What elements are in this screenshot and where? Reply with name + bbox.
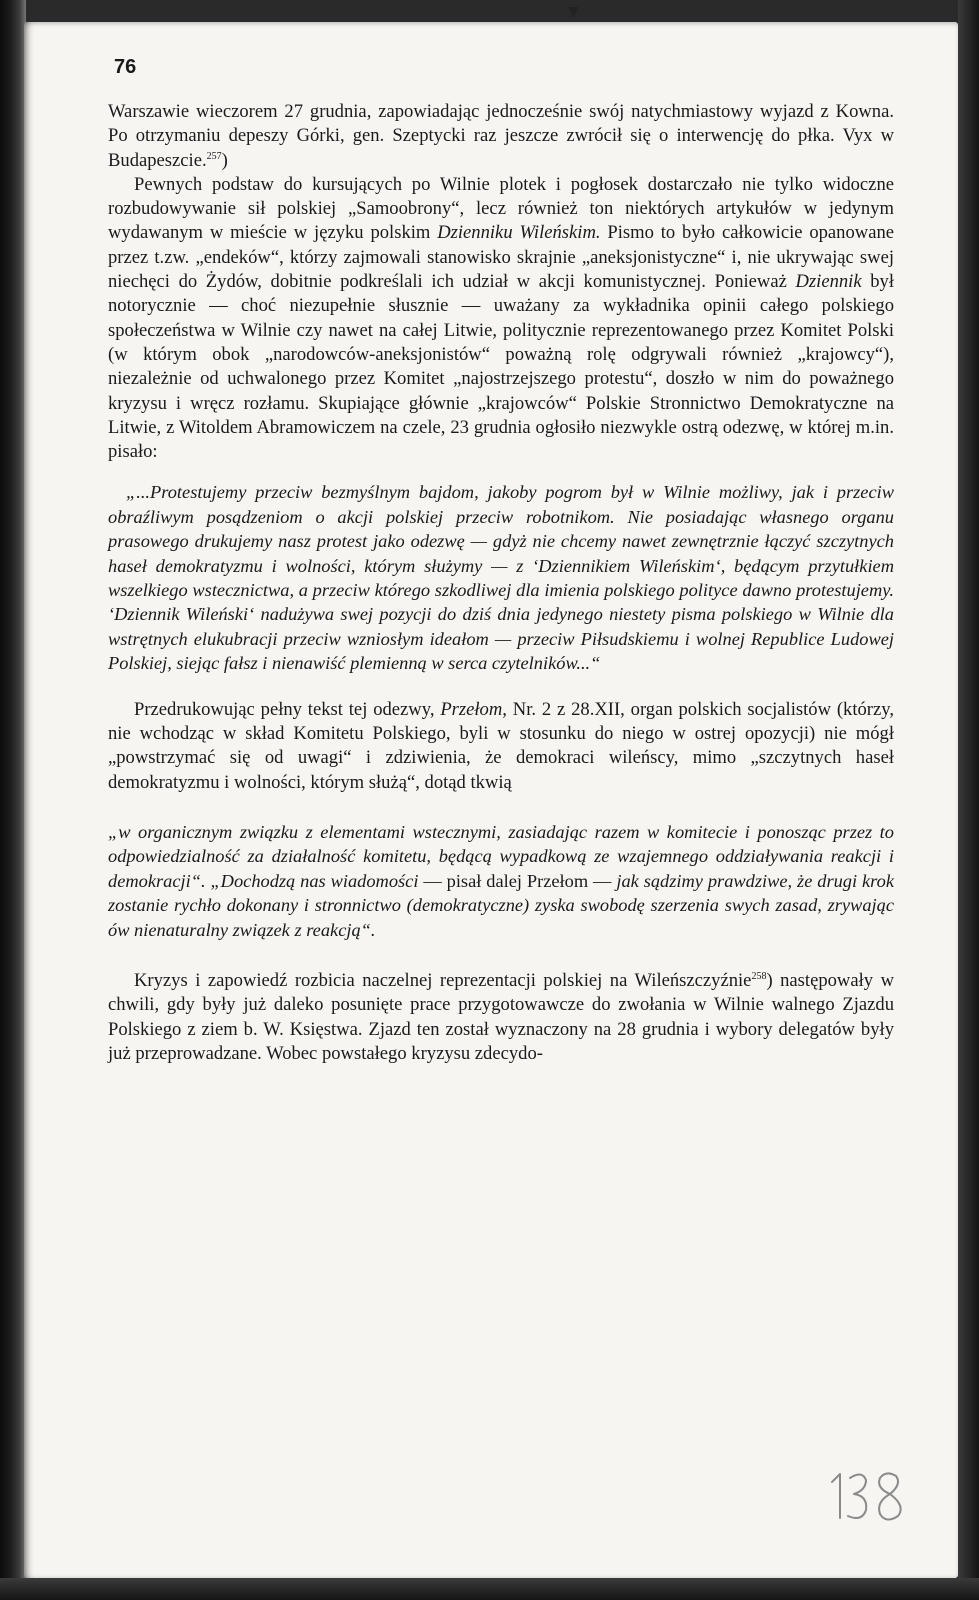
newspaper-title-dziennik: Dziennik	[795, 271, 862, 293]
paragraph-3	[108, 698, 894, 795]
page-body	[108, 100, 894, 1066]
footnote-ref-258: 258	[751, 970, 767, 982]
paragraph-2-text-a: Pewnych podstaw do kursujących po Wilnie plotek i pogłosek dostarczało nie tylko widoczne rozbudowywanie sił polskiej „Samoobrony“, lecz również ton niektórych artykułów w jedynym wydawanym w mieście w języku polskim	[108, 173, 894, 244]
spacer	[108, 795, 894, 820]
newspaper-title-przelom: Przełom,	[440, 698, 507, 720]
paragraph-3-text-b: Nr. 2 z 28.XII, organ polskich socjalistów (którzy, nie wchodząc w skład Komitetu Polskiego, byli w stosunku do niego w ostrej opozycji) nie mógł „powstrzymać się od uwagi“ i zdziwienia, że demokraci wileńscy, mimo „szczytnych haseł demokratyzmu i wolności, którym służą“, dotąd tkwią	[108, 698, 894, 793]
scan-edge-right	[958, 0, 979, 1600]
handwritten-page-number	[826, 1466, 916, 1526]
block-quote-2	[108, 820, 894, 942]
paragraph-1	[108, 100, 894, 173]
paragraph-4-text-b: ) następowały w chwili, gdy były już daleko posunięte prace przygotowawcze do zwołania w Wilnie walnego Zjazdu Polskiego z ziem b. W. Księstwa. Zjazd ten został wyznaczony na 28 grudnia i wybory delegatów były już przeprowadzane. Wobec powstałego kryzysu zdecydo-	[108, 969, 894, 1064]
paragraph-1-close: )	[221, 149, 228, 171]
footnote-ref-257: 257	[206, 150, 222, 162]
paragraph-4	[108, 969, 894, 1066]
newspaper-title-dziennik-wilenski: Dzienniku Wileńskim.	[437, 222, 601, 244]
block-quote-2-attribution: — pisał dalej Przełom —	[418, 870, 617, 891]
spacer	[108, 676, 894, 698]
paragraph-1-text: Warszawie wieczorem 27 grudnia, zapowiadając jednocześnie swój natychmiastowy wyjazd z Kowna. Po otrzymaniu depeszy Górki, gen. Szeptycki raz jeszcze zwrócił się o interwencję do płka. Vyx w Budapeszcie.	[108, 101, 894, 171]
book-spine	[0, 0, 26, 1600]
spacer	[108, 942, 894, 969]
page-number: 76	[114, 56, 137, 78]
block-quote-2-text-a: „w organicznym związku z elementami wstecznymi, zasiadając razem w komitecie i ponosząc przez to odpowiedzialność za działalność komitetu, będącą wypadkową ze wzajemnego oddziaływania reakcji i demokracji“. „Dochodzą nas wiadomości	[108, 821, 894, 891]
paragraph-4-text-a: Kryzys i zapowiedź rozbicia naczelnej reprezentacji polskiej na Wileńszczyźnie	[134, 969, 752, 991]
block-quote-1: „...Protestujemy przeciw bezmyślnym bajdom, jakoby pogrom był w Wilnie możliwy, jak i przeciw obraźliwym posądzeniom o akcji polskiej przeciw robotnikom. Nie posiadając własnego organu prasowego drukujemy nasz protest jako odezwę — gdyż nie chcemy nawet zewnętrznie łączyć szczytnych haseł demokratyzmu i wolności, którym służymy — z ‘Dziennikiem Wileńskim‘, będącym przytułkiem wszelkiego wstecznictwa, a przeciw którego szkodliwej dla imienia polskiego polityce dawno protestujemy. ‘Dziennik Wileński‘ nadużywa swej pozycji do dziś dnia jedynego niestety pisma polskiego w Wilnie dla wstrętnych elukubracji przeciw wzniosłym ideałom — przeciw Piłsudskiemu i wolnej Republice Ludowej Polskiej, siejąc fałsz i nienawiść plemienną w serca czytelników...“	[108, 482, 894, 674]
paragraph-3-text-a: Przedrukowując pełny tekst tej odezwy,	[134, 698, 441, 720]
spacer	[108, 464, 894, 480]
scan-edge-bottom	[0, 1578, 979, 1600]
paragraph-2-text-c: był notorycznie — choć niezupełnie słusznie — uważany za wykładnika opinii całego polskiego społeczeństwa w Wilnie czy nawet na całej Litwie, politycznie reprezentowanego przez Komitet Polski (w którym obok „narodowców-aneksjonistów“ poważną rolę odgrywali również „krajowcy“), niezależnie od uchwalonego przez Komitet „najostrzejszego protestu“, doszło w nim do poważnego kryzysu i wręcz rozłamu. Skupiające głównie „krajowców“ Polskie Stronnictwo Demokratyczne na Litwie, z Witoldem Abramowiczem na czele, 23 grudnia ogłosiło niezwykle ostrą odezwę, w której m.in. pisało:	[108, 271, 894, 463]
block-quote-2-text-b: jak sądzimy prawdziwe, że drugi krok zostanie rychło dokonany i stronnictwo (demokratyczne) zyska swobodę szerzenia swych zasad, zrywając ów nienaturalny związek z reakcją“.	[108, 870, 894, 940]
top-mark: ▼	[568, 4, 579, 20]
paragraph-2	[108, 173, 894, 465]
paragraph-2-text-b: Pismo to było całkowicie opanowane przez t.zw. „endeków“, którzy zajmowali stanowisko skrajnie „aneksjonistyczne“ i, nie ukrywając swej niechęci do Żydów, dobitnie podkreślali ich udział w akcji komunistycznej. Ponieważ	[108, 222, 895, 293]
